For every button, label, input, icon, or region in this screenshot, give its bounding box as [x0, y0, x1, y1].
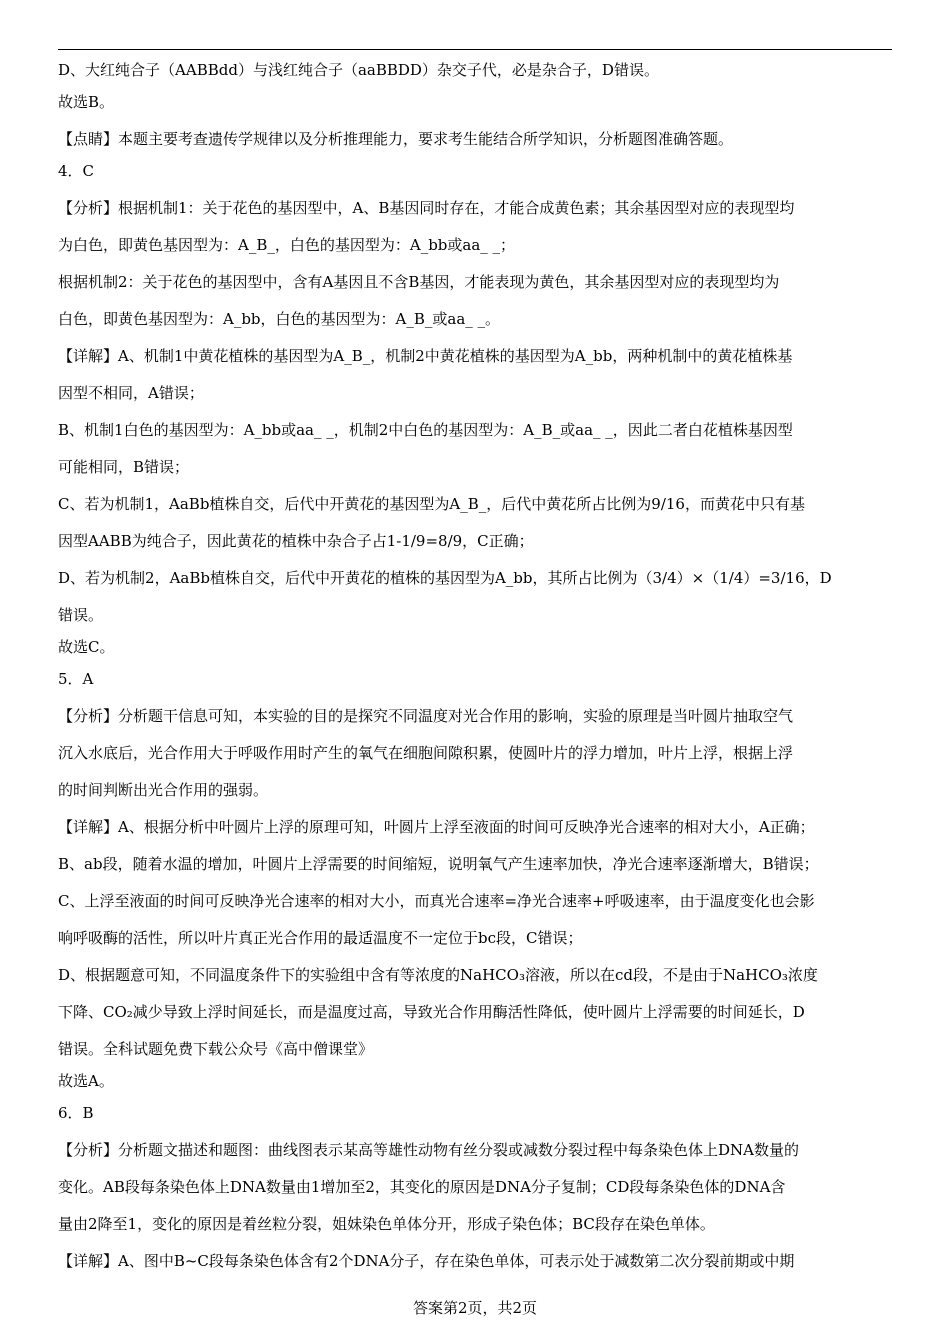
- text-line: C、若为机制1，AaBb植株自交，后代中开黄花的基因型为A_B_，后代中黄花所占比例为9/16，而黄花中只有基: [58, 495, 805, 513]
- text-line: 沉入水底后，光合作用大于呼吸作用时产生的氧气在细胞间隙积累，使圆叶片的浮力增加，叶片上浮，根据上浮: [58, 744, 794, 762]
- text-line: 量由2降至1，变化的原因是着丝粒分裂，姐妹染色单体分开，形成子染色体；BC段存在染色单体。: [58, 1215, 715, 1233]
- text-line: 【详解】A、机制1中黄花植株的基因型为A_B_，机制2中黄花植株的基因型为A_bb，两种机制中的黄花植株基: [58, 347, 793, 365]
- text-line: 【详解】A、根据分析中叶圆片上浮的原理可知，叶圆片上浮至液面的时间可反映净光合速率的相对大小，A正确；: [58, 818, 815, 836]
- text-line: 【分析】分析题干信息可知，本实验的目的是探究不同温度对光合作用的影响，实验的原理是当叶圆片抽取空气: [58, 707, 794, 725]
- question-number: 5．A: [58, 670, 94, 688]
- answer-body: [58, 59, 894, 1273]
- question-number: 6．B: [58, 1104, 94, 1122]
- text-line: D、大红纯合子（AABBdd）与浅红纯合子（aaBBDD）杂交子代，必是杂合子，D错误。: [58, 61, 659, 79]
- question-number: 4．C: [58, 162, 95, 180]
- page-footer: 答案第2页，共2页: [412, 1299, 538, 1317]
- text-line: 【点睛】本题主要考查遗传学规律以及分析推理能力，要求考生能结合所学知识，分析题图准确答题。: [58, 130, 734, 148]
- text-line: 的时间判断出光合作用的强弱。: [58, 781, 269, 799]
- text-line: 故选C。: [58, 638, 115, 656]
- text-line: 【分析】根据机制1：关于花色的基因型中，A、B基因同时存在，才能合成黄色素；其余基因型对应的表现型均: [58, 199, 795, 217]
- text-line: 因型不相同，A错误；: [58, 384, 204, 402]
- text-line: B、ab段，随着水温的增加，叶圆片上浮需要的时间缩短，说明氧气产生速率加快，净光合速率逐渐增大，B错误；: [58, 855, 819, 873]
- header-rule: [58, 49, 892, 50]
- text-line: B、机制1白色的基因型为：A_bb或aa_ _，机制2中白色的基因型为：A_B_或aa_ _，因此二者白花植株基因型: [58, 421, 793, 439]
- text-line: 变化。AB段每条染色体上DNA数量由1增加至2，其变化的原因是DNA分子复制；CD段每条染色体的DNA含: [58, 1178, 786, 1196]
- text-line: 故选A。: [58, 1072, 114, 1090]
- text-line: C、上浮至液面的时间可反映净光合速率的相对大小，而真光合速率=净光合速率+呼吸速率，由于温度变化也会影: [58, 892, 815, 910]
- text-line: 根据机制2：关于花色的基因型中，含有A基因且不含B基因，才能表现为黄色，其余基因型对应的表现型均为: [58, 273, 780, 291]
- text-line: 可能相同，B错误；: [58, 458, 190, 476]
- text-line: 响呼吸酶的活性，所以叶片真正光合作用的最适温度不一定位于bc段，C错误；: [58, 929, 583, 947]
- text-line: D、若为机制2，AaBb植株自交，后代中开黄花的植株的基因型为A_bb，其所占比例为（3/4）×（1/4）=3/16，D: [58, 569, 832, 587]
- text-line: 【详解】A、图中B~C段每条染色体含有2个DNA分子，存在染色单体，可表示处于减数第二次分裂前期或中期: [58, 1252, 795, 1270]
- text-line: 错误。全科试题免费下载公众号《高中僧课堂》: [58, 1040, 374, 1058]
- text-line: 白色，即黄色基因型为：A_bb，白色的基因型为：A_B_或aa_ _。: [58, 310, 501, 328]
- text-line: 【分析】分析题文描述和题图：曲线图表示某高等雄性动物有丝分裂或减数分裂过程中每条染色体上DNA数量的: [58, 1141, 799, 1159]
- text-line: D、根据题意可知，不同温度条件下的实验组中含有等浓度的NaHCO₃溶液，所以在cd段，不是由于NaHCO₃浓度: [58, 966, 818, 984]
- text-line: 错误。: [58, 606, 104, 624]
- text-line: 故选B。: [58, 93, 115, 111]
- text-line: 下降、CO₂减少导致上浮时间延长，而是温度过高，导致光合作用酶活性降低，使叶圆片上浮需要的时间延长，D: [58, 1003, 805, 1021]
- text-line: 为白色，即黄色基因型为：A_B_，白色的基因型为：A_bb或aa_ _；: [58, 236, 516, 254]
- text-line: 因型AABB为纯合子，因此黄花的植株中杂合子占1-1/9=8/9，C正确；: [58, 532, 534, 550]
